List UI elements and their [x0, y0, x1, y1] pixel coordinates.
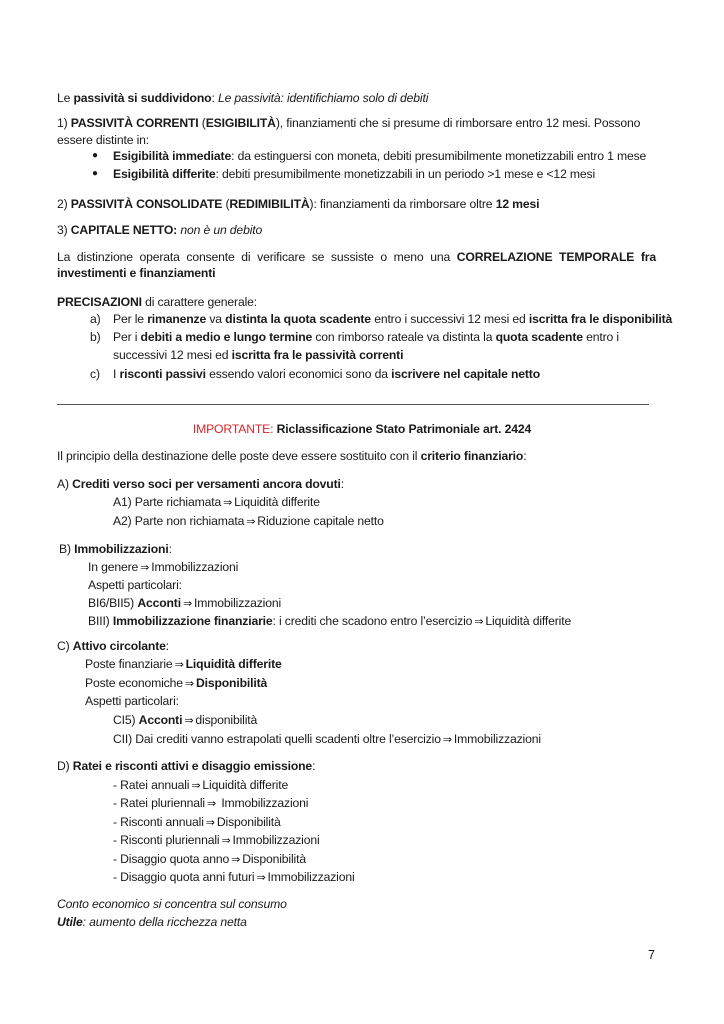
- arrow-icon: ⇒: [223, 496, 233, 509]
- arrow-icon: ⇒: [207, 797, 217, 810]
- arrow-icon: ⇒: [442, 733, 452, 746]
- section-a-row: A2) Parte non richiamata ⇒ Riduzione capitale netto: [113, 514, 384, 528]
- arrow-icon: ⇒: [174, 658, 184, 671]
- precisazione-b-label: b): [90, 330, 101, 344]
- item1-line2: essere distinte in:: [57, 133, 149, 147]
- bullet-item: Esigibilità differite: debiti presumibilmente monetizzabili in un periodo >1 mese e <12 mesi: [113, 167, 596, 181]
- section-c-heading: C) Attivo circolante:: [57, 639, 169, 653]
- arrow-icon: ⇒: [231, 853, 241, 866]
- section-a-heading: A) Crediti verso soci per versamenti ancora dovuti:: [57, 477, 344, 491]
- section-d-row: - Risconti annuali ⇒ Disponibilità: [113, 815, 281, 829]
- arrow-icon: ⇒: [184, 714, 194, 727]
- section-c-aspects: Aspetti particolari:: [85, 694, 179, 708]
- arrow-icon: ⇒: [191, 779, 201, 792]
- arrow-icon: ⇒: [205, 816, 215, 829]
- arrow-icon: ⇒: [474, 615, 484, 628]
- section-c-row: CI5) Acconti ⇒ disponibilità: [113, 713, 258, 727]
- item3-line: 3) CAPITALE NETTO: non è un debito: [57, 223, 263, 237]
- arrow-icon: ⇒: [184, 677, 194, 690]
- arrow-icon: ⇒: [140, 561, 150, 574]
- bullet-icon: ●: [92, 168, 99, 179]
- section-d-row: - Risconti pluriennali ⇒ Immobilizzazioni: [113, 833, 320, 847]
- closing-line1: Conto economico si concentra sul consumo: [57, 897, 287, 911]
- item2-line: 2) PASSIVITÀ CONSOLIDATE (REDIMIBILITÀ): finanziamenti da rimborsare oltre 12 mesi: [57, 197, 540, 211]
- arrow-icon: ⇒: [256, 871, 266, 884]
- precisazione-a-label: a): [90, 312, 101, 326]
- precisazione-b-line1: Per i debiti a medio e lungo termine con rimborso rateale va distinta la quota scadente entro i: [113, 330, 619, 344]
- section-d-heading: D) Ratei e risconti attivi e disaggio emissione:: [57, 759, 316, 773]
- arrow-icon: ⇒: [246, 515, 256, 528]
- precisazione-b-line2: successivi 12 mesi ed iscritta fra le passività correnti: [113, 348, 404, 362]
- precisazione-c-label: c): [90, 367, 100, 381]
- precisazione-a: Per le rimanenze va distinta la quota scadente entro i successivi 12 mesi ed iscritta fra le disponibilità: [113, 312, 673, 326]
- principle-line: Il principio della destinazione delle poste deve essere sostituito con il criterio finanziario:: [57, 449, 527, 463]
- section-b-row: BIII) Immobilizzazione finanziarie: i crediti che scadono entro l’esercizio ⇒ Liquidità differite: [88, 614, 572, 628]
- section-b-heading: B) Immobilizzazioni:: [59, 542, 172, 556]
- page-number: 7: [648, 948, 655, 962]
- section-c-row: Poste economiche ⇒ Disponibilità: [85, 676, 268, 690]
- section-b-aspects: Aspetti particolari:: [88, 578, 182, 592]
- item1-line1: 1) PASSIVITÀ CORRENTI (ESIGIBILITÀ), finanziamenti che si presume di rimborsare entro 12 mesi. Possono: [57, 116, 641, 130]
- correlation-paragraph: La distinzione operata consente di verificare se sussiste o meno una CORRELAZIONE TEMPORALE fra investimenti e finanziamenti: [57, 250, 656, 280]
- bullet-item: Esigibilità immediate: da estinguersi con moneta, debiti presumibilmente monetizzabili entro 1 mese: [113, 149, 647, 163]
- section-a-row: A1) Parte richiamata ⇒ Liquidità differite: [113, 495, 320, 509]
- section-c-row: Poste finanziarie ⇒ Liquidità differite: [85, 657, 282, 671]
- section-c-row: CII) Dai crediti vanno estrapolati quelli scadenti oltre l’esercizio ⇒ Immobilizzazioni: [113, 732, 541, 746]
- bullet-icon: ●: [92, 150, 99, 161]
- separator-line: [57, 404, 649, 405]
- arrow-icon: ⇒: [221, 834, 231, 847]
- section-b-row: In genere ⇒ Immobilizzazioni: [88, 560, 239, 574]
- section-b-row: BI6/BII5) Acconti ⇒ Immobilizzazioni: [88, 596, 282, 610]
- section-d-row: - Disaggio quota anno ⇒ Disponibilità: [113, 852, 306, 866]
- important-heading: IMPORTANTE: Riclassificazione Stato Patrimoniale art. 2424: [192, 422, 532, 436]
- arrow-icon: ⇒: [182, 597, 193, 610]
- intro-line: Le passività si suddividono: Le passività: identifichiamo solo di debiti: [57, 91, 429, 105]
- section-d-row: - Disaggio quota anni futuri ⇒ Immobilizzazioni: [113, 870, 355, 884]
- section-d-row: - Ratei pluriennali ⇒ Immobilizzazioni: [113, 796, 309, 810]
- section-d-row: - Ratei annuali ⇒ Liquidità differite: [113, 778, 289, 792]
- precisazioni-heading: PRECISAZIONI di carattere generale:: [57, 295, 258, 309]
- closing-line2: Utile: aumento della ricchezza netta: [57, 915, 247, 929]
- precisazione-c: I risconti passivi essendo valori economici sono da iscrivere nel capitale netto: [113, 367, 540, 381]
